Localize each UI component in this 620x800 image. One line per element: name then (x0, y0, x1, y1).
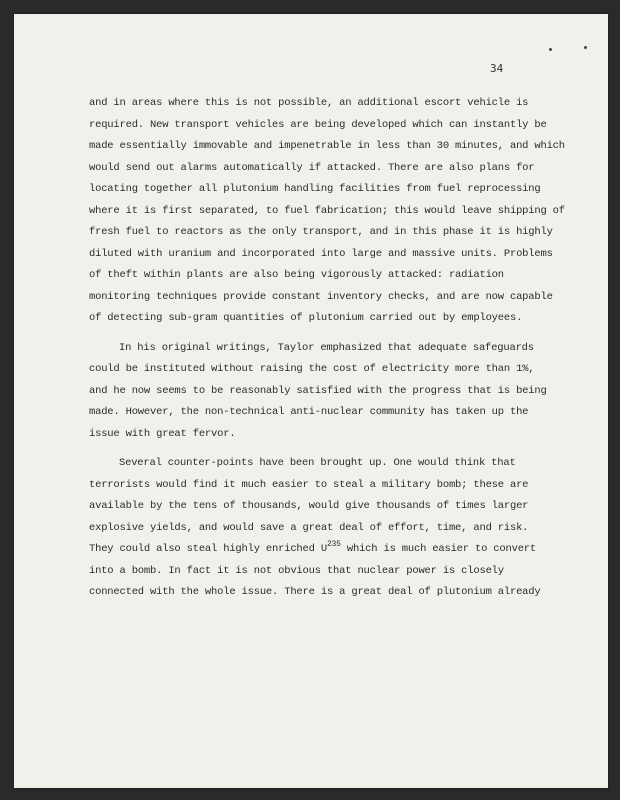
text-line: issue with great fervor. (89, 427, 236, 440)
text-line: of theft within plants are also being vigorously attacked: radiation (89, 269, 504, 281)
paragraph-gap (89, 445, 589, 453)
u235-superscript: 235 (326, 540, 341, 549)
speck-mark (549, 48, 552, 51)
text-line-with-superscript (89, 539, 589, 561)
u235-line-suffix: which is much easier to convert (340, 543, 536, 555)
document-page (14, 14, 608, 788)
text-line: diluted with uranium and incorporated into large and massive units. Problems (89, 247, 553, 260)
text-line: connected with the whole issue. There is a great deal of plutonium already (89, 586, 541, 598)
speck-mark (584, 46, 587, 49)
text-line: explosive yields, and would save a great deal of effort, time, and risk. (89, 521, 529, 534)
text-line: could be instituted without raising the cost of electricity more than 1%, (89, 363, 535, 375)
text-line: where it is first separated, to fuel fabrication; this would leave shipping of (89, 204, 565, 217)
text-line: monitoring techniques provide constant inventory checks, and are now capable (89, 290, 553, 303)
paragraph-gap (89, 330, 589, 338)
text-line: and he now seems to be reasonably satisfied with the progress that is being (89, 384, 547, 397)
text-line: of detecting sub-gram quantities of plutonium carried out by employees. (89, 312, 523, 324)
u235-line-prefix: They could also steal highly enriched U (89, 543, 327, 555)
page-number: 34 (490, 62, 504, 75)
text-line: made. However, the non-technical anti-nuclear community has taken up the (89, 406, 529, 418)
text-line: required. New transport vehicles are being developed which can instantly be (89, 118, 547, 131)
text-line: locating together all plutonium handling facilities from fuel reprocessing (89, 183, 541, 195)
text-line: Several counter-points have been brought up. One would think that (119, 457, 516, 469)
text-line: and in areas where this is not possible, an additional escort vehicle is (89, 97, 529, 109)
text-line: made essentially immovable and impenetrable in less than 30 minutes, and which (89, 140, 565, 152)
text-line: fresh fuel to reactors as the only transport, and in this phase it is highly (89, 226, 553, 238)
text-line: available by the tens of thousands, would give thousands of times larger (89, 500, 529, 512)
text-line: In his original writings, Taylor emphasized that adequate safeguards (119, 341, 534, 354)
text-line: terrorists would find it much easier to steal a military bomb; these are (89, 478, 529, 491)
body-text (89, 93, 589, 604)
text-line: into a bomb. In fact it is not obvious that nuclear power is closely (89, 564, 504, 577)
text-line: would send out alarms automatically if attacked. There are also plans for (89, 161, 535, 174)
